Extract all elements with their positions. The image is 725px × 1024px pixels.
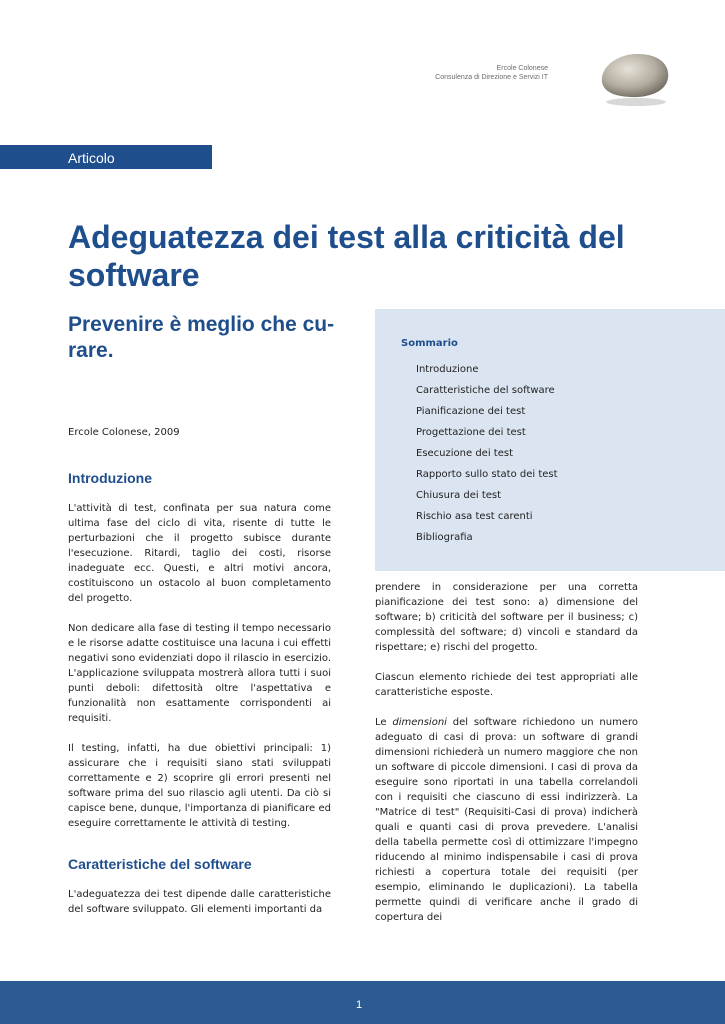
summary-item[interactable]: Progettazione dei test — [416, 427, 526, 438]
summary-item[interactable]: Caratteristiche del software — [416, 385, 555, 396]
summary-item[interactable]: Rischio asa test carenti — [416, 511, 533, 522]
intro-paragraph-2: Non dedicare alla fase di testing il tempo necessario e le risorse adatte costituisce una lacuna i cui effetti negativi sono evidenziati dopo il rilascio in esercizio. L'applicazione sviluppata mostrerà allora tutti i suoi punti deboli: difettosità oltre l'aspettativa e funzionalità non esattamente corrispondenti ai requisiti. — [68, 623, 331, 724]
right-column — [375, 580, 638, 940]
right-paragraph-3 — [375, 715, 638, 925]
intro-heading: Introduzione — [68, 470, 152, 486]
article-title: Adeguatezza dei test alla criticità del software — [68, 219, 625, 293]
stone-logo-icon — [596, 48, 672, 108]
summary-item[interactable]: Esecuzione dei test — [416, 448, 513, 459]
right-paragraph-1: prendere in considerazione per una corretta pianificazione dei test sono: a) dimensione del software; b) criticità del software per il business; c) complessità del software; d) vincoli e standard da rispettare; e) rischi del progetto. — [375, 582, 638, 653]
header-info — [435, 64, 548, 82]
left-column — [68, 501, 331, 846]
category-label: Articolo — [68, 150, 115, 166]
characteristics-heading: Caratteristiche del software — [68, 856, 252, 872]
intro-paragraph-1: L'attività di test, confinata per sua natura come ultima fase del ciclo di vita, risente di tutte le perturbazioni che il progetto subisce durante l'esecuzione. Ritardi, taglio dei costi, risorse inadeguate ecc. Questi, e altri motivi ancora, costituiscono un ostacolo al buon completamento del progetto. — [68, 503, 331, 604]
summary-item[interactable]: Introduzione — [416, 364, 479, 375]
characteristics-paragraph-1: L'adeguatezza dei test dipende dalle caratteristiche del software sviluppato. Gli elementi importanti da — [68, 889, 331, 915]
right-paragraph-3-pre: Le — [375, 717, 393, 728]
category-bar — [0, 145, 212, 169]
right-paragraph-3-post: del software richiedono un numero adeguato di casi di prova: un software di grandi dimensioni richiederà un numero maggiore che non un software di piccole dimensioni. I casi di prova da eseguire sono riportati in una tabella correlandoli con i requisiti che ciascuno di essi indirizzerà. La "Matrice di test" (Requisiti-Casi di prova) indicherà quali e quanti casi di prova prevedere. L'analisi della tabella permette così di ottimizzare l'impegno riducendo al minimo indispensabile i casi di prova richiesti a copertura totale dei requisiti (per esempio, eliminando le duplicazioni). La tabella permette quindi di verificare anche il grado di copertura dei — [375, 717, 639, 923]
author-line: Ercole Colonese, 2009 — [68, 427, 180, 438]
summary-item[interactable]: Rapporto sullo stato dei test — [416, 469, 558, 480]
header-author: Ercole Colonese — [496, 65, 548, 72]
summary-sidebar — [375, 309, 725, 571]
header-company: Consulenza di Direzione e Servizi IT — [435, 74, 548, 81]
summary-item[interactable]: Chiusura dei test — [416, 490, 502, 501]
footer-bar — [0, 981, 725, 1024]
summary-item[interactable]: Bibliografia — [416, 532, 473, 543]
article-subtitle: Prevenire è meglio che cu-rare. — [68, 313, 335, 362]
right-paragraph-2: Ciascun elemento richiede dei test appropriati alle caratteristiche esposte. — [375, 672, 638, 698]
intro-paragraph-3: Il testing, infatti, ha due obiettivi principali: 1) assicurare che i requisiti siano stati sviluppati correttamente e 2) scoprire gli errori presenti nel software prima del suo rilascio agli utenti. Da ciò si capisce bene, dunque, l'importanza di pianificare ed eseguire correttamente le attività di testing. — [68, 743, 331, 829]
summary-item[interactable]: Pianificazione dei test — [416, 406, 526, 417]
summary-title: Sommario — [401, 338, 458, 349]
characteristics-column — [68, 887, 331, 932]
right-paragraph-3-emphasis: dimensioni — [392, 717, 447, 728]
page-number: 1 — [356, 999, 363, 1011]
summary-list — [416, 359, 558, 548]
